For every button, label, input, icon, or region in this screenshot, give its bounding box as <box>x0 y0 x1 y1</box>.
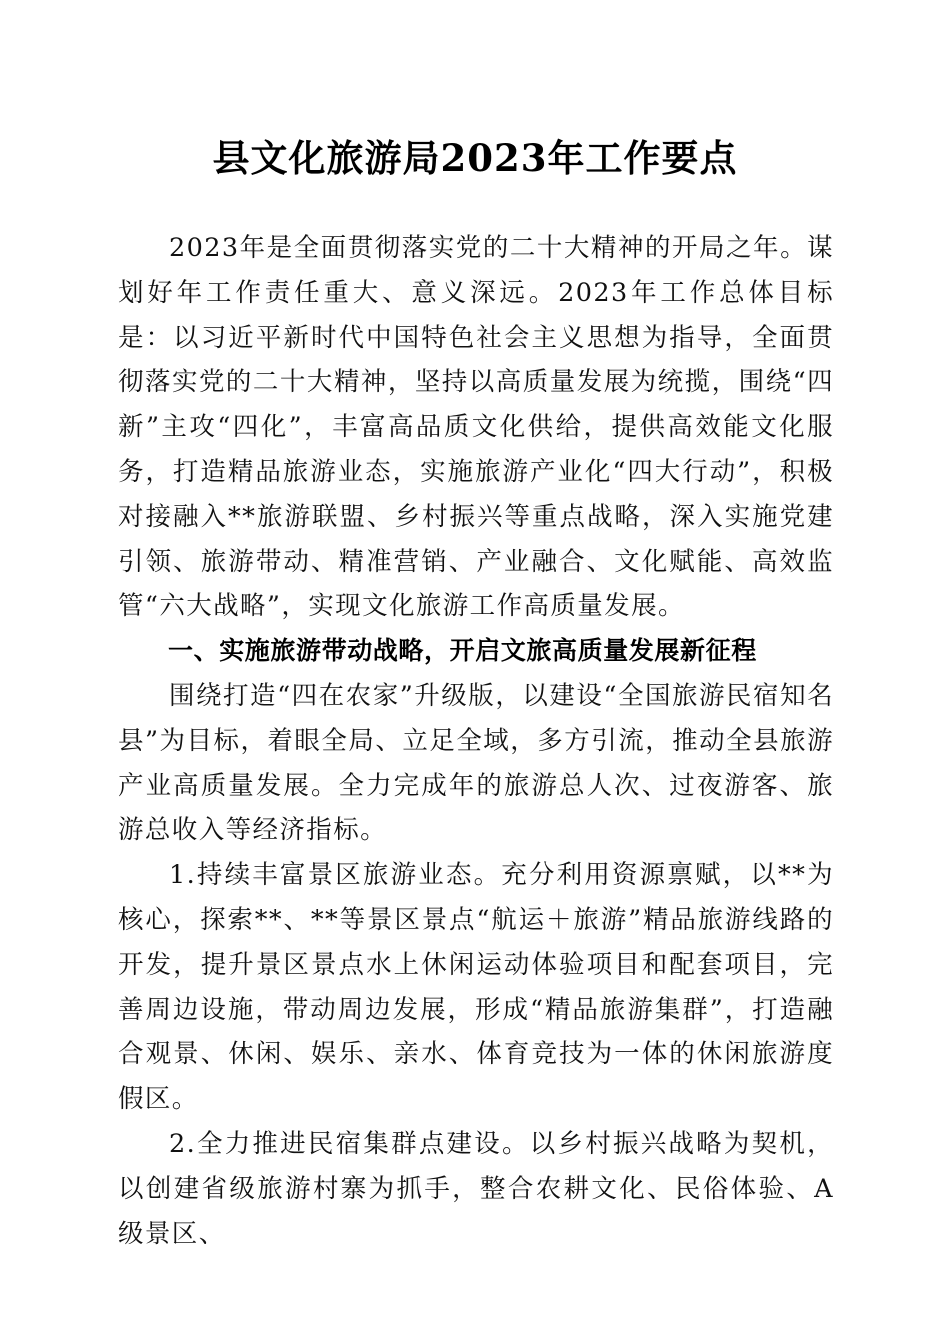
document-title: 县文化旅游局2023年工作要点 <box>212 136 738 180</box>
section-1-heading: 一、实施旅游带动战略，开启文旅高质量发展新征程 <box>168 636 757 666</box>
section-1-item-1: 1.持续丰富景区旅游业态。充分利用资源禀赋，以**为核心，探索**、**等景区景点“航运＋旅游”精品旅游线路的开发，提升景区景点水上休闲运动体验项目和配套项目，完善周边设施，带动周边发展，形成“精品旅游集群”，打造融合观景、休闲、娱乐、亲水、体育竞技为一体的休闲旅游度假区。 <box>118 860 834 1115</box>
document-body <box>118 226 834 1256</box>
section-1-item-2: 2.全力推进民宿集群点建设。以乡村振兴战略为契机，以创建省级旅游村寨为抓手，整合农耕文化、民俗体验、A级景区、 <box>118 1128 834 1249</box>
section-1-summary: 围绕打造“四在农家”升级版，以建设“全国旅游民宿知名县”为目标，着眼全局、立足全域，多方引流，推动全县旅游产业高质量发展。全力完成年的旅游总人次、过夜游客、旅游总收入等经济指标。 <box>118 680 834 846</box>
intro-paragraph: 2023年是全面贯彻落实党的二十大精神的开局之年。谋划好年工作责任重大、意义深远。2023年工作总体目标是：以习近平新时代中国特色社会主义思想为指导，全面贯彻落实党的二十大精神，坚持以高质量发展为统揽，围绕“四新”主攻“四化”，丰富高品质文化供给，提供高效能文化服务，打造精品旅游业态，实施旅游产业化“四大行动”，积极对接融入**旅游联盟、乡村振兴等重点战略，深入实施党建引领、旅游带动、精准营销、产业融合、文化赋能、高效监管“六大战略”，实现文化旅游工作高质量发展。 <box>118 233 834 622</box>
